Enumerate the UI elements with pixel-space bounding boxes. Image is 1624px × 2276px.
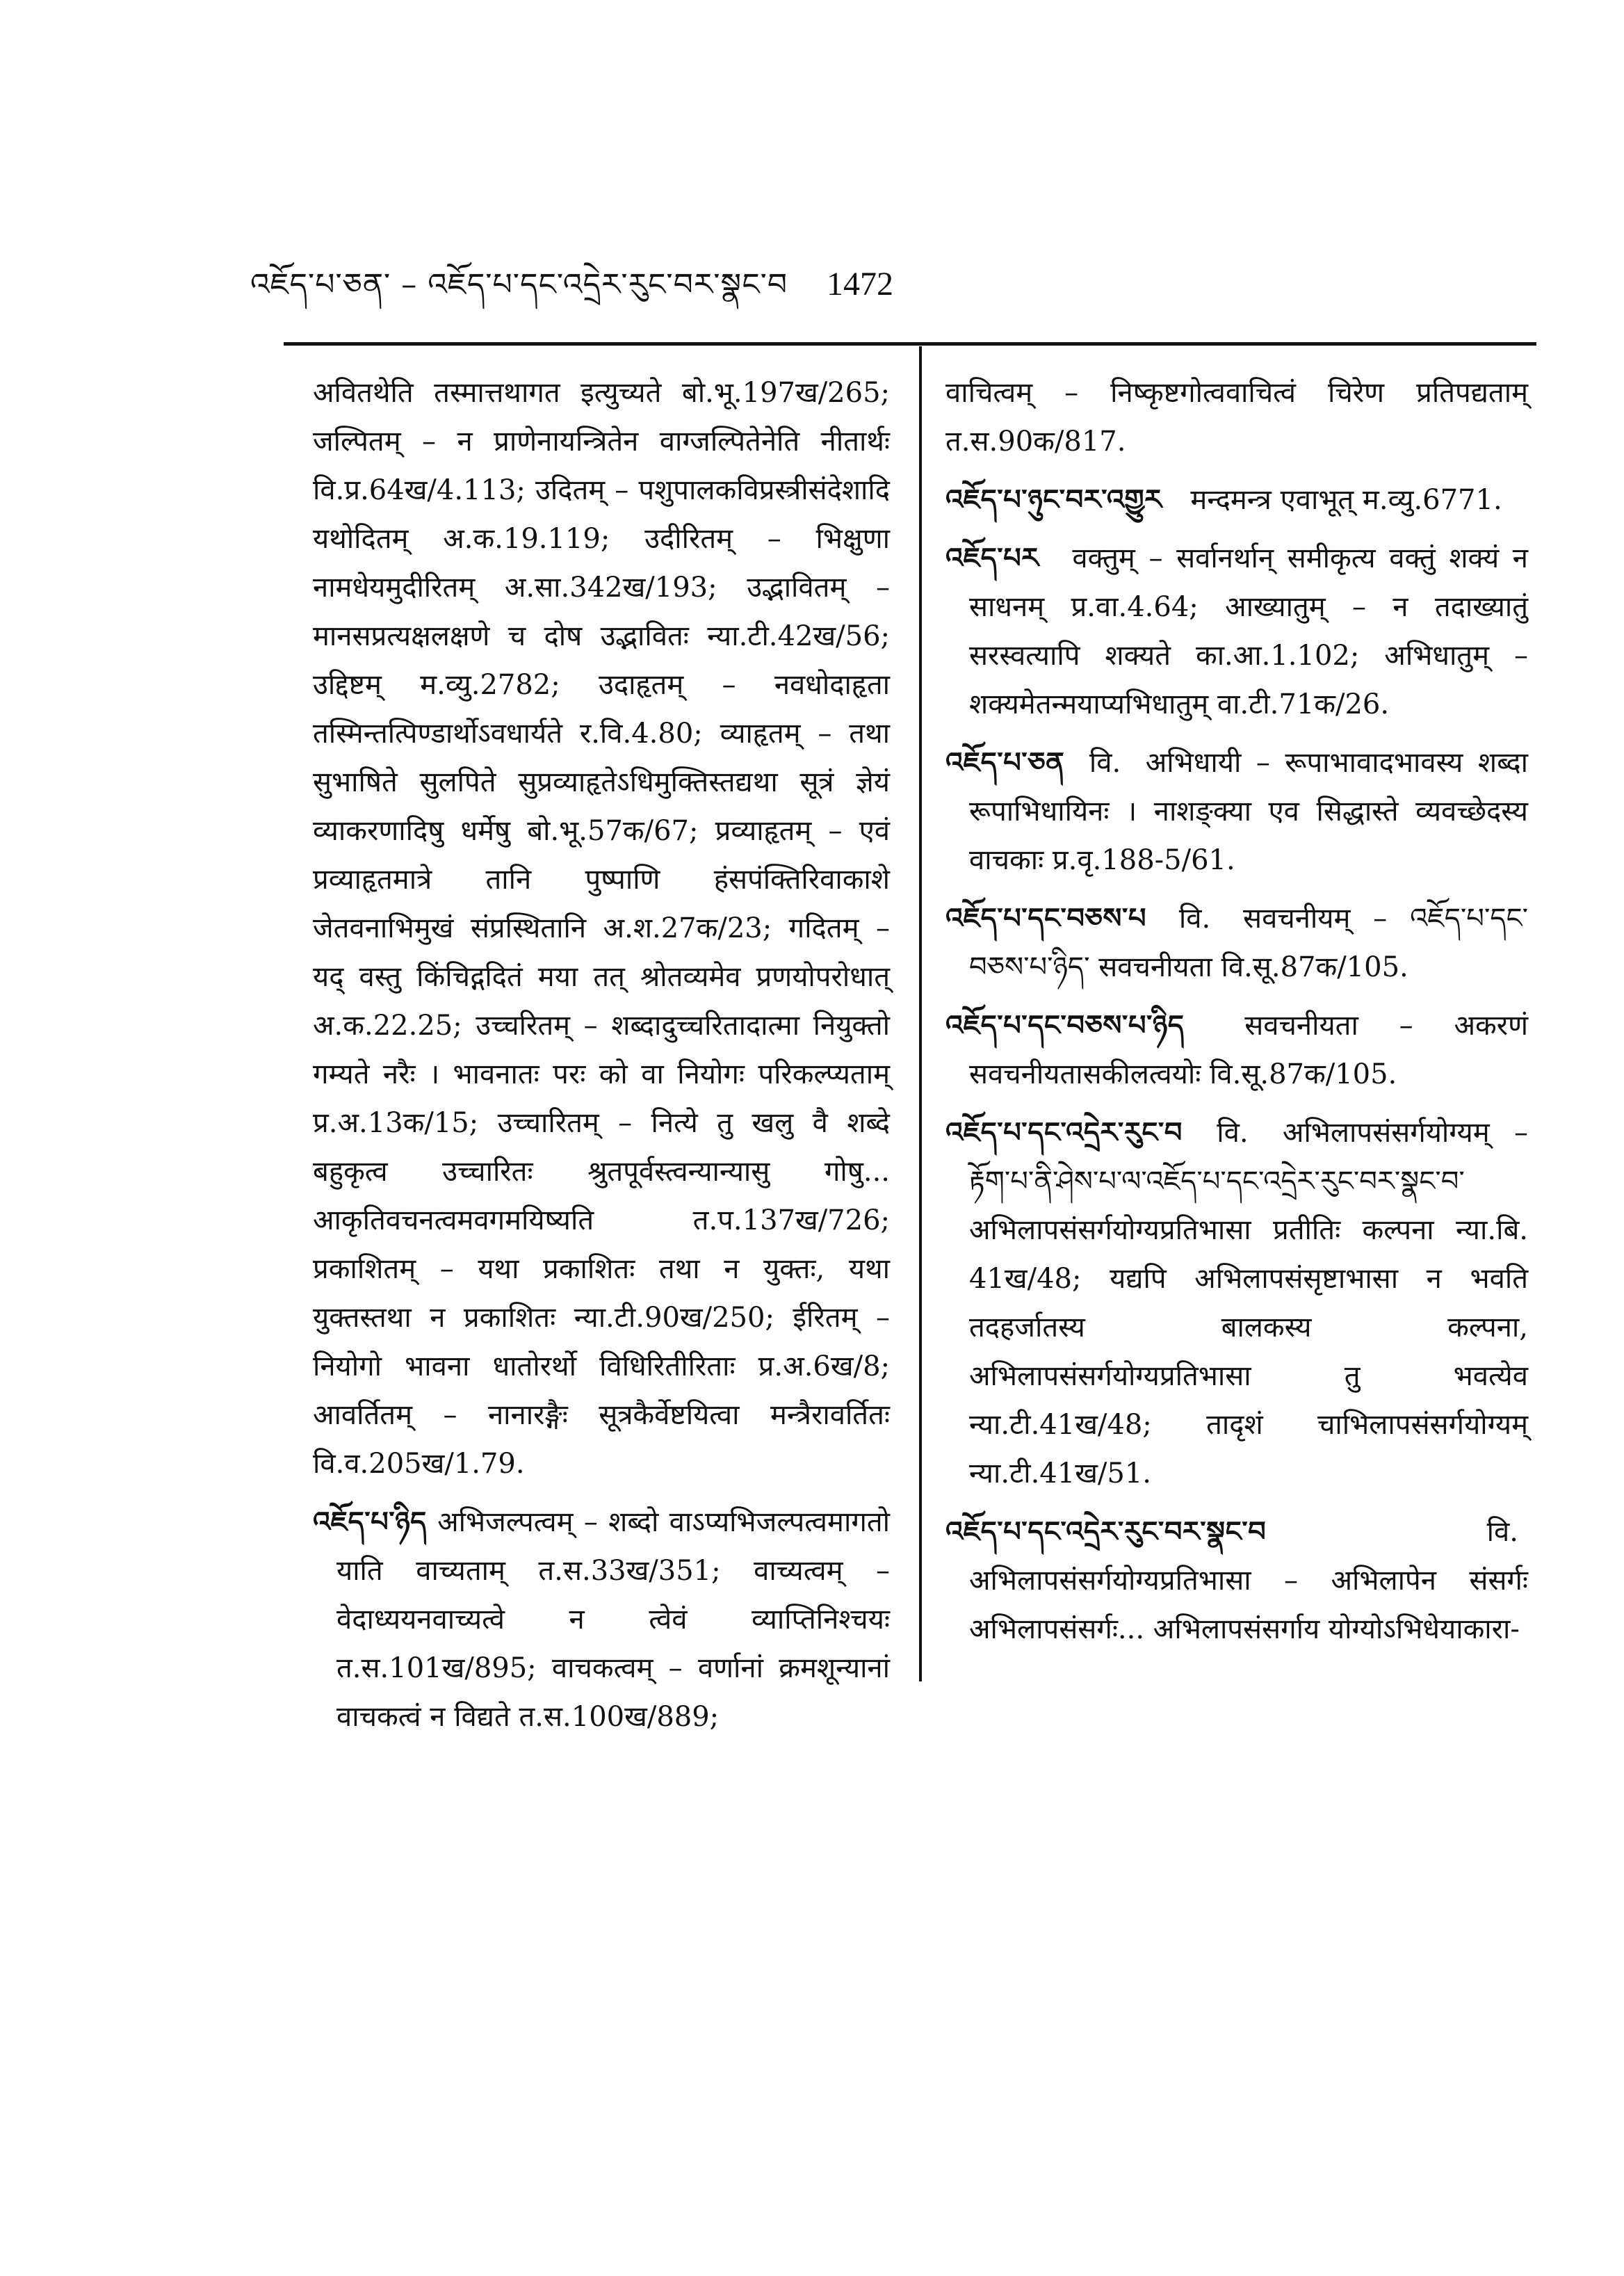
entry-definition: सवचनीयम् – འཇོད་པ་དང་བཅས་པ་ཉིད་ सवचनीयता वि.सू.87क/105. (969, 903, 1528, 983)
running-header (250, 250, 1390, 302)
dictionary-entry (945, 739, 1528, 885)
column-divider (919, 346, 922, 1681)
grammar-label: वि. (1178, 903, 1211, 935)
entry-headword: འཇོད་པར (945, 542, 1039, 574)
entry-headword: འཇོད་པ་དང་འདྲེར་རུང་བ (945, 1116, 1183, 1149)
grammar-label: वि. (1217, 1117, 1249, 1149)
dictionary-entry (945, 1001, 1528, 1099)
dictionary-entry (945, 1508, 1528, 1654)
continued-paragraph: वाचित्वम् – निष्कृष्टगोत्ववाचित्वं चिरेण प्रतिपद्यताम् त.स.90क/817. (945, 377, 1528, 458)
entry-definition: अभिजल्पत्वम् – शब्दो वाऽप्यभिजल्पत्वमागतो याति वाच्यताम् त.स.33ख/351; वाच्यत्वम् – वेदाध्ययनवाच्यत्वे न त्वेवं व्याप्तिनिश्चयः त.स.101ख/895; वाचकत्वम् – वर्णानां क्रमशून्यानां वाचकत्वं न विद्यते त.स.100ख/889; (336, 1506, 891, 1733)
header-entry-range: འཇོད་པ་ཅན་ – འཇོད་པ་དང་འདྲེར་རུང་བར་སྣང་བ (250, 267, 788, 302)
dictionary-entry (945, 476, 1528, 524)
entry-headword: འཇོད་པ་དང་བཅས་པ་ཉིད (945, 1009, 1185, 1042)
grammar-label: वि. (1089, 747, 1121, 779)
entry-definition: अभिलापसंसर्गयोग्यप्रतिभासा – अभिलापेन संसर्गः अभिलापसंसर्गः... अभिलापसंसर्गाय योग्योऽभिधेयाकारा- (969, 1565, 1528, 1645)
entry-definition: वक्तुम् – सर्वानर्थान् समीकृत्य वक्तुं शक्यं न साधनम् प्र.वा.4.64; आख्यातुम् – न तदाख्यातुं सरस्वत्यापि शक्यते का.आ.1.102; अभिधातुम् – शक्यमेतन्मयाप्यभिधातुम् वा.टी.71क/26. (969, 542, 1528, 720)
entry-headword: འཇོད་པ་ཉུང་བར་འགྱུར (945, 483, 1162, 516)
entry-headword: འཇོད་པ་ཉིད (313, 1506, 427, 1538)
left-column (313, 369, 890, 1751)
dictionary-entry (313, 1498, 890, 1741)
dictionary-entry (945, 1108, 1528, 1498)
entry-definition: अभिधायी – रूपाभावादभावस्य शब्दा रूपाभिधायिनः । नाशङ्क्या एव सिद्धास्ते व्यवच्छेदस्य वाचकाः प्र.वृ.188-5/61. (969, 747, 1528, 876)
entry-definition: सवचनीयता – अकरणं सवचनीयतासकीलत्वयोः वि.सू.87क/105. (969, 1010, 1529, 1090)
right-column (945, 369, 1528, 1663)
entry-headword: འཇོད་པ་དང་བཅས་པ (945, 902, 1146, 935)
continued-paragraph: अवितथेति तस्मात्तथागत इत्युच्यते बो.भू.197ख/265; जल्पितम् – न प्राणेनायन्त्रितेन वाग्जल्पितेनेति नीतार्थः वि.प्र.64ख/4.113; उदितम् – पशुपालकविप्रस्त्रीसंदेशादि यथोदितम् अ.क.19.119; उदीरितम् – भिक्षुणा नामधेयमुदीरितम् अ.सा.342ख/193; उद्भावितम् – मानसप्रत्यक्षलक्षणे च दोष उद्भावितः न्या.टी.42ख/56; उद्दिष्टम् म.व्यु.2782; उदाहृतम् – नवधोदाहृता तस्मिन्तत्पिण्डार्थोऽवधार्यते र.वि.4.80; व्याहृतम् – तथा सुभाषिते सुलपिते सुप्रव्याहृतेऽधिमुक्तिस्तद्यथा सूत्रं ज्ञेयं व्याकरणादिषु धर्मेषु बो.भू.57क/67; प्रव्याहृतम् – एवं प्रव्याहृतमात्रे तानि पुष्पाणि हंसपंक्तिरिवाकाशे जेतवनाभिमुखं संप्रस्थितानि अ.श.27क/23; गदितम् – यद् वस्तु किंचिद्गदितं मया तत् श्रोतव्यमेव प्रणयोपरोधात् अ.क.22.25; उच्चरितम् – शब्दादुच्चरितादात्मा नियुक्तो गम्यते नरैः । भावनातः परः को वा नियोगः परिकल्प्यताम् प्र.अ.13क/15; उच्चारितम् – नित्ये तु खलु वै शब्दे बहुकृत्व उच्चारितः श्रुतपूर्वस्त्वन्यान्यासु गोषु... आकृतिवचनत्वमवगमयिष्यति त.प.137ख/726; प्रकाशितम् – यथा प्रकाशितः तथा न युक्तः, यथा युक्तस्तथा न प्रकाशितः न्या.टी.90ख/250; ईरितम् – नियोगो भावना धातोरर्थो विधिरितीरिताः प्र.अ.6ख/8; आवर्तितम् – नानारङ्गैः सूत्रकैर्वेष्टयित्वा मन्त्रैरावर्तितः वि.व.205ख/1.79. (313, 377, 890, 1480)
header-rule (284, 342, 1536, 346)
grammar-label: वि. (1486, 1516, 1518, 1548)
entry-headword: འཇོད་པ་དང་འདྲེར་རུང་བར་སྣང་བ (945, 1515, 1267, 1548)
dictionary-entry (945, 894, 1528, 992)
entry-definition: अभिलापसंसर्गयोग्यम् – རྟོག་པ་ནི་ཤེས་པ་ལ་འཇོད་པ་དང་འདྲེར་རུང་བར་སྣང་བ་ अभिलापसंसर्गयोग्यप्रतिभासा प्रतीतिः कल्पना न्या.बि. 41ख/48; यद्यपि अभिलापसंसृष्टाभासा न भवति तदहर्जातस्य बालकस्य कल्पना, अभिलापसंसर्गयोग्यप्रतिभासा तु भवत्येव न्या.टी.41ख/48; तादृशं चाभिलापसंसर्गयोग्यम् न्या.टी.41ख/51. (969, 1117, 1528, 1490)
dictionary-entry (945, 534, 1528, 729)
page-number: 1472 (827, 266, 894, 302)
entry-definition: मन्दमन्त्र एवाभूत् म.व्यु.6771. (1190, 484, 1502, 516)
entry-headword: འཇོད་པ་ཅན (945, 746, 1065, 779)
